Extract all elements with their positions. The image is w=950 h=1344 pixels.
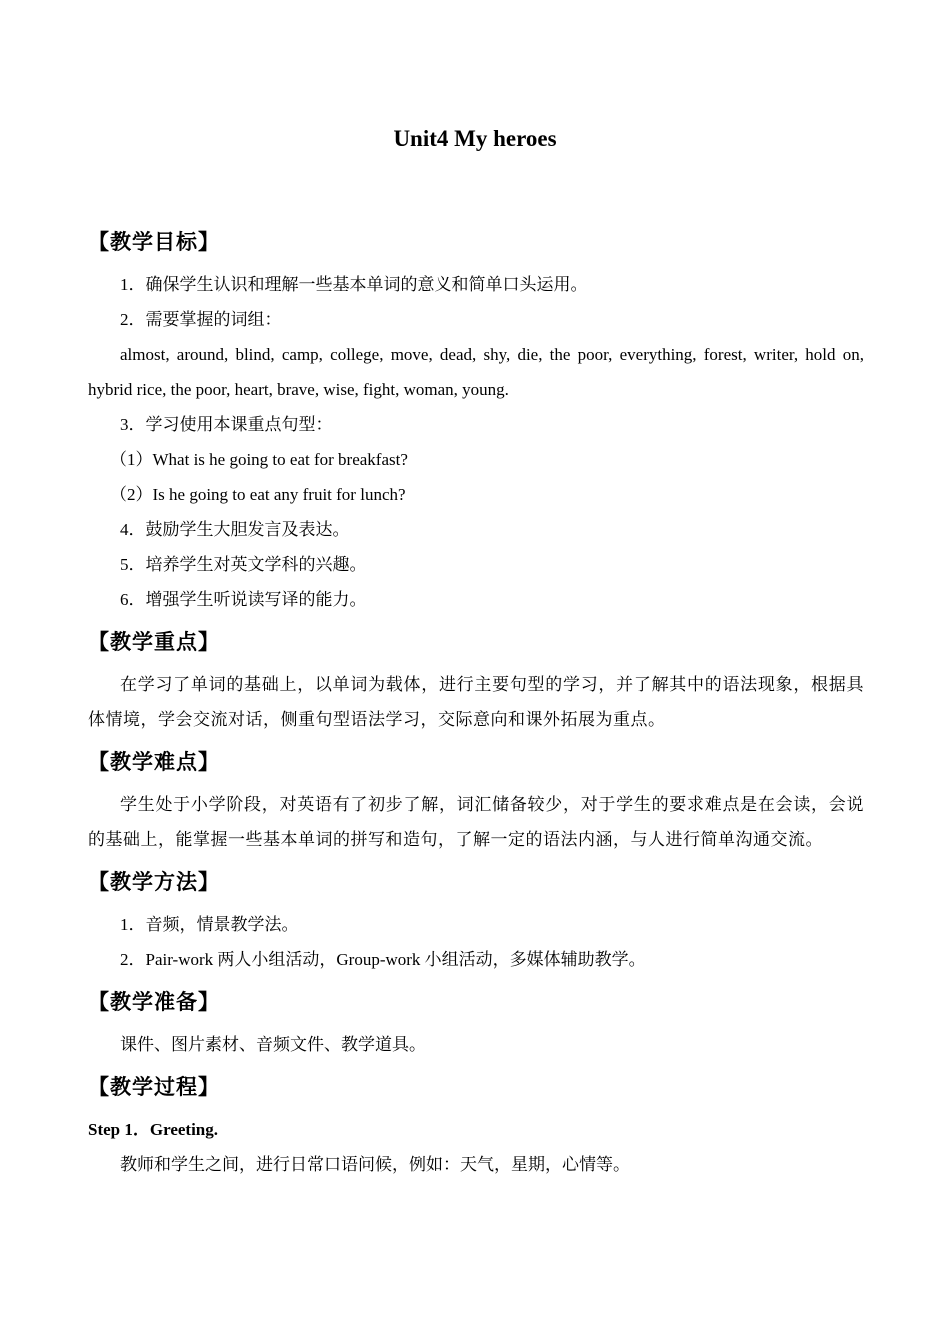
vocabulary-list: almost, around, blind, camp, college, move, dead, shy, die, the poor, everything, forest, writer, hold on, hybrid rice, the poor, heart, brave, wise, fight, woman, young. — [88, 345, 864, 399]
section-heading: 【教学重点】 — [88, 630, 220, 654]
list-item: 2．Pair-work 两人小组活动，Group-work 小组活动，多媒体辅助教学。 — [120, 950, 646, 969]
document-title: Unit4 My heroes — [393, 126, 557, 151]
list-item: 5．培养学生对英文学科的兴趣。 — [120, 555, 367, 574]
section-paragraph: 在学习了单词的基础上，以单词为载体，进行主要句型的学习，并了解其中的语法现象，根据具体情境，学会交流对话，侧重句型语法学习，交际意向和课外拓展为重点。 — [88, 675, 864, 729]
sentence-pattern: （1）What is he going to eat for breakfast? — [110, 450, 408, 469]
section-heading: 【教学过程】 — [88, 1075, 220, 1099]
section-methods — [88, 865, 864, 977]
section-difficulties — [88, 745, 864, 857]
section-objectives — [88, 225, 864, 617]
step-title: Step 1．Greeting. — [88, 1120, 219, 1139]
list-item: 1．音频，情景教学法。 — [120, 915, 299, 934]
section-paragraph: 课件、图片素材、音频文件、教学道具。 — [120, 1035, 426, 1054]
section-heading: 【教学难点】 — [88, 750, 220, 774]
document-body — [88, 225, 864, 1182]
step-text: 教师和学生之间，进行日常口语问候，例如：天气，星期，心情等。 — [120, 1155, 630, 1174]
list-item: 6．增强学生听说读写译的能力。 — [120, 590, 367, 609]
list-item: 2．需要掌握的词组： — [120, 310, 282, 329]
section-heading: 【教学目标】 — [88, 230, 220, 254]
section-heading: 【教学方法】 — [88, 870, 220, 894]
section-key-points — [88, 625, 864, 737]
section-paragraph: 学生处于小学阶段，对英语有了初步了解，词汇储备较少，对于学生的要求难点是在会读，会说的基础上，能掌握一些基本单词的拼写和造句，了解一定的语法内涵，与人进行简单沟通交流。 — [88, 795, 864, 849]
list-item: 3．学习使用本课重点句型： — [120, 415, 333, 434]
list-item: 1．确保学生认识和理解一些基本单词的意义和简单口头运用。 — [120, 275, 588, 294]
section-preparation — [88, 985, 864, 1062]
section-process — [88, 1070, 864, 1182]
list-item: 4．鼓励学生大胆发言及表达。 — [120, 520, 350, 539]
section-heading: 【教学准备】 — [88, 990, 220, 1014]
sentence-pattern: （2）Is he going to eat any fruit for lunch? — [110, 485, 406, 504]
